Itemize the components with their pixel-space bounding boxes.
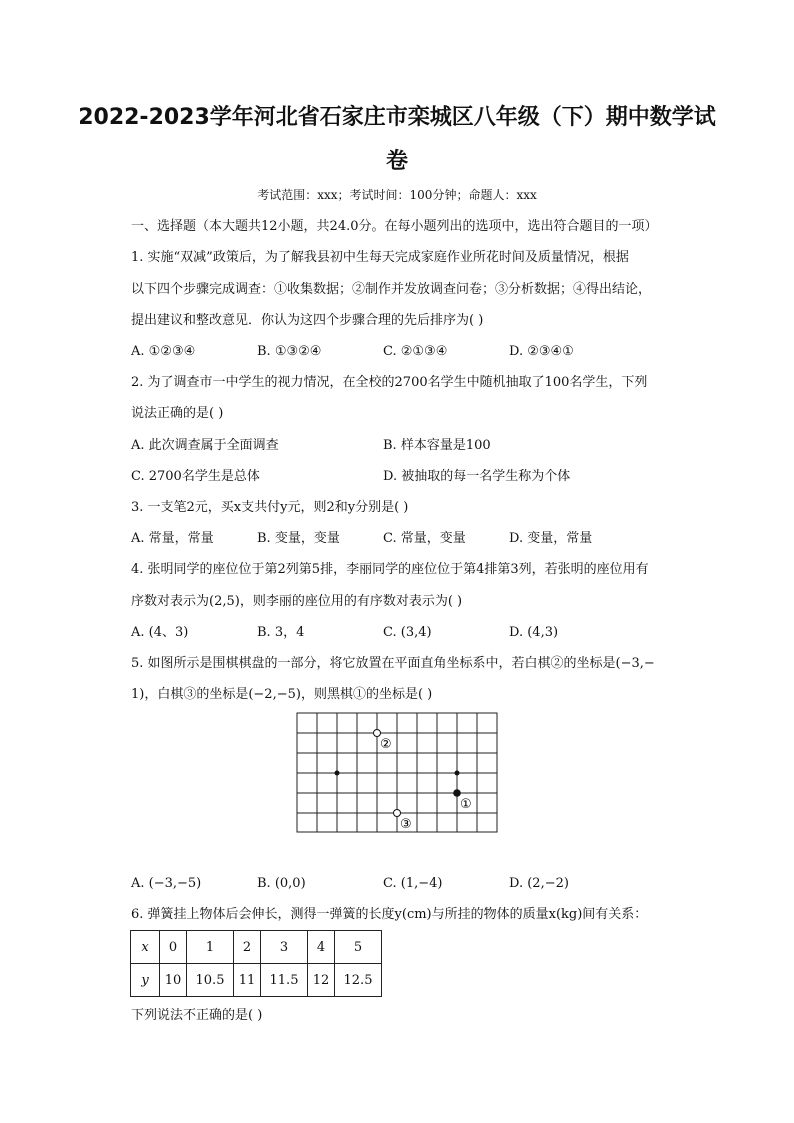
q6-after-line: 下列说法不正确的是( ): [131, 1008, 263, 1023]
q5-option-a[interactable]: A. (−3,−5): [131, 876, 202, 891]
section-heading: 一、选择题（本大题共12小题，共24.0分。在每小题列出的选项中，选出符合题目的一项）: [131, 219, 658, 234]
q3-option-a[interactable]: A. 常量，常量: [131, 531, 214, 546]
q4-option-c[interactable]: C. (3,4): [383, 625, 432, 640]
q2-option-d[interactable]: D. 被抽取的每一名学生称为个体: [383, 469, 571, 484]
q3-line-1: 3. 一支笔2元，买x支共付y元，则2和y分别是( ): [131, 500, 409, 515]
title-line-1: 2022-2023学年河北省石家庄市栾城区八年级（下）期中数学试: [78, 105, 716, 130]
table-header-x: x: [131, 931, 160, 964]
q5-option-c[interactable]: C. (1,−4): [383, 876, 443, 891]
q4-option-d[interactable]: D. (4,3): [509, 625, 559, 640]
white-stone-3: [394, 810, 401, 817]
table-row-x: [131, 931, 382, 964]
q2-option-b[interactable]: B. 样本容量是100: [383, 438, 491, 453]
q1-option-d[interactable]: D. ②③④①: [509, 344, 574, 359]
q1-line-2: 以下四个步骤完成调查：①收集数据；②制作并发放调查问卷；③分析数据；④得出结论，: [131, 282, 652, 297]
white-stone-2: [374, 730, 381, 737]
table-cell: 12: [308, 964, 335, 997]
q2-option-c[interactable]: C. 2700名学生是总体: [131, 469, 260, 484]
star-point-left: [335, 771, 340, 776]
go-board-grid: [296, 712, 511, 834]
q5-line-1: 5. 如图所示是围棋棋盘的一部分，将它放置在平面直角坐标系中，若白棋②的坐标是(−3,−: [131, 656, 655, 671]
q1-option-b[interactable]: B. ①③②④: [257, 344, 322, 359]
table-cell: 4: [308, 931, 335, 964]
table-cell: 0: [160, 931, 187, 964]
label-3: ③: [400, 817, 412, 832]
q1-line-1: 1. 实施“双减”政策后，为了解我县初中生每天完成家庭作业所花时间及质量情况，根据: [131, 250, 629, 265]
table-cell: 10: [160, 964, 187, 997]
q5-option-d[interactable]: D. (2,−2): [509, 876, 569, 891]
q3-option-c[interactable]: C. 常量，变量: [383, 531, 466, 546]
table-cell: 1: [187, 931, 234, 964]
title-line-2: 卷: [385, 149, 408, 174]
q1-option-a[interactable]: A. ①②③④: [131, 344, 196, 359]
table-cell: 5: [335, 931, 382, 964]
paper-title: [60, 96, 734, 184]
spring-table: [130, 930, 382, 997]
table-cell: 2: [234, 931, 261, 964]
q4-option-a[interactable]: A. (4、3): [131, 625, 189, 640]
q1-option-c[interactable]: C. ②①③④: [383, 344, 448, 359]
q5-option-b[interactable]: B. (0,0): [257, 876, 306, 891]
black-stone-1: [453, 789, 461, 797]
star-point-right: [455, 771, 460, 776]
q6-line-1: 6. 弹簧挂上物体后会伸长，测得一弹簧的长度y(cm)与所挂的物体的质量x(kg)间有关系：: [131, 907, 648, 922]
q2-option-a[interactable]: A. 此次调查属于全面调查: [131, 438, 279, 453]
exam-info: 考试范围：xxx；考试时间：100分钟；命题人：xxx: [257, 188, 537, 202]
q2-line-2: 说法正确的是( ): [131, 406, 224, 421]
q5-line-2: 1)，白棋③的坐标是(−2,−5)，则黑棋①的坐标是( ): [131, 687, 433, 702]
table-cell: 10.5: [187, 964, 234, 997]
q2-line-1: 2. 为了调查市一中学生的视力情况，在全校的2700名学生中随机抽取了100名学生，下列: [131, 375, 648, 390]
q4-option-b[interactable]: B. 3，4: [257, 625, 305, 640]
q3-option-d[interactable]: D. 变量，常量: [509, 531, 593, 546]
label-2: ②: [380, 737, 392, 752]
table-row-y: [131, 964, 382, 997]
q4-line-2: 序数对表示为(2,5)，则李丽的座位用的有序数对表示为( ): [131, 594, 463, 609]
go-board-figure: [296, 712, 511, 838]
q4-line-1: 4. 张明同学的座位位于第2列第5排，李丽同学的座位位于第4排第3列，若张明的座位用有: [131, 562, 649, 577]
table-cell: 11: [234, 964, 261, 997]
q1-line-3: 提出建议和整改意见．你认为这四个步骤合理的先后排序为( ): [131, 313, 484, 328]
table-cell: 12.5: [335, 964, 382, 997]
table-cell: 3: [261, 931, 308, 964]
table-cell: 11.5: [261, 964, 308, 997]
q3-option-b[interactable]: B. 变量，变量: [257, 531, 340, 546]
table-header-y: y: [131, 964, 160, 997]
label-1: ①: [460, 797, 472, 812]
